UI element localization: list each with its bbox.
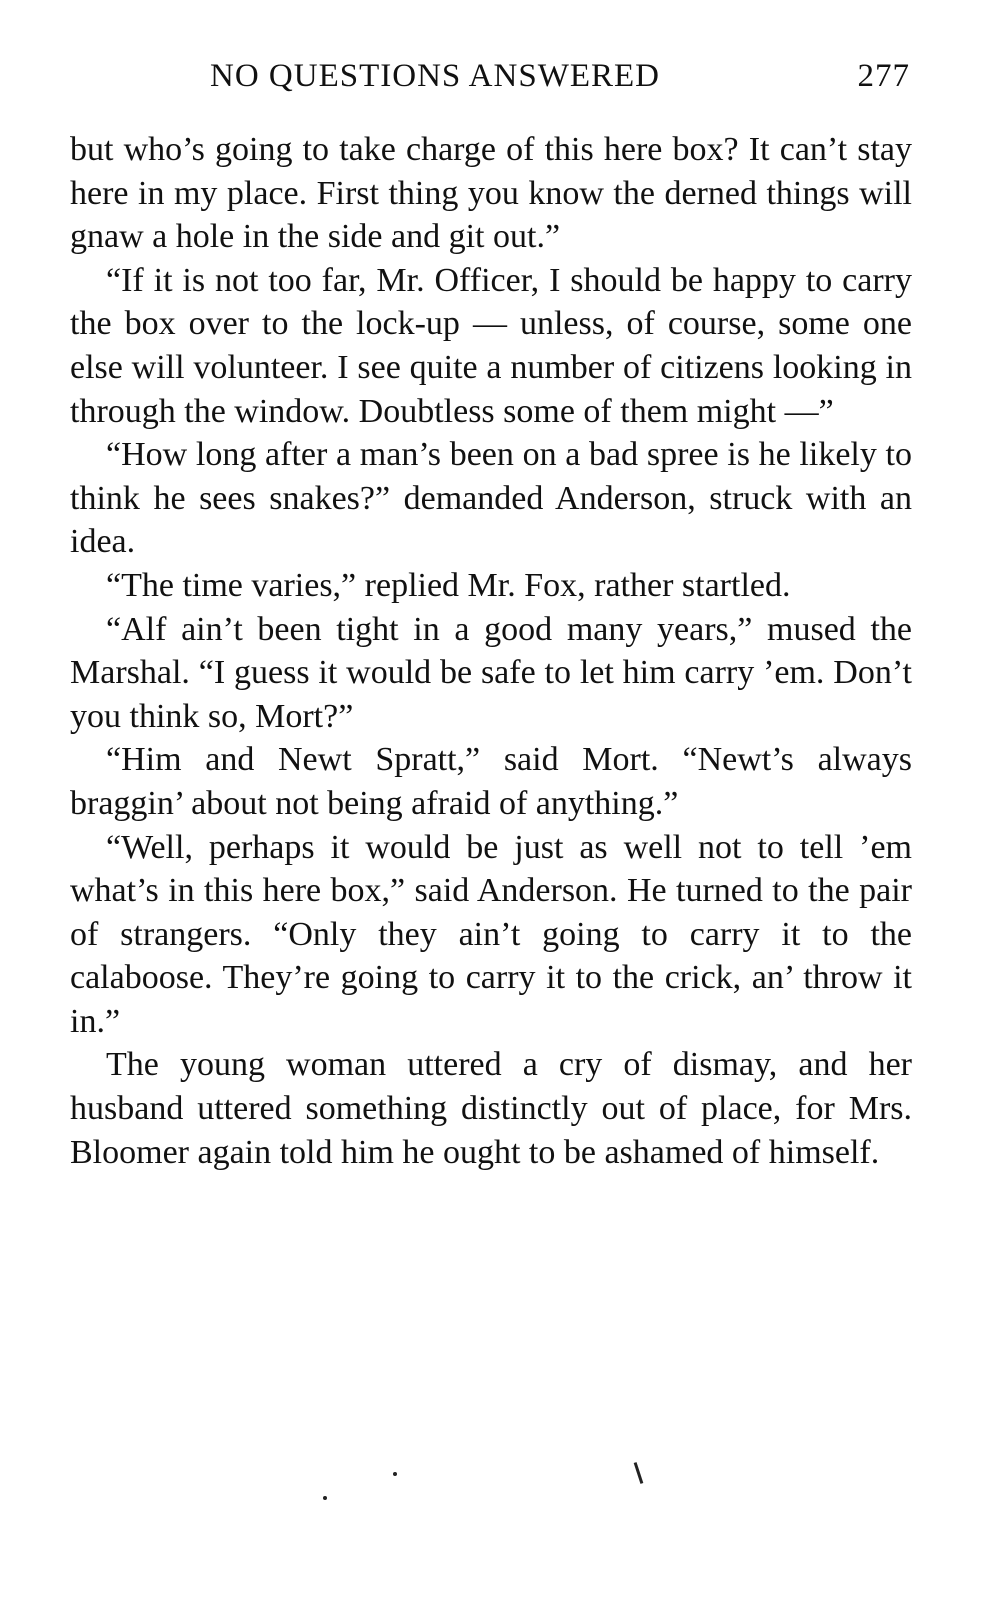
paragraph-1: but who’s going to take charge of this here box? It can’t stay here in my place. First thing you know the derned things will gnaw a hole in the side and git out.” — [70, 131, 912, 256]
running-title: NO QUESTIONS ANSWERED — [210, 58, 660, 94]
body-text — [70, 128, 912, 1174]
paragraph-6: “Him and Newt Spratt,” said Mort. “Newt’s always braggin’ about not being afraid of anything.” — [70, 741, 912, 822]
print-speck — [323, 1496, 327, 1500]
running-head — [70, 58, 910, 102]
paragraph-7: “Well, perhaps it would be just as well not to tell ’em what’s in this here box,” said Anderson. He turned to the pair of strangers. “Only they ain’t going to carry it to the calaboose. They’re going to carry it to the crick, an’ throw it in.” — [70, 828, 912, 1040]
print-mark — [634, 1462, 644, 1484]
paragraph-8: The young woman uttered a cry of dismay, and her husband uttered something distinctly out of place, for Mrs. Bloomer again told him he ought to be ashamed of himself. — [70, 1046, 912, 1171]
page-number: 277 — [857, 58, 910, 94]
paragraph-2: “If it is not too far, Mr. Officer, I should be happy to carry the box over to the lock-up — unless, of course, some one else will volunteer. I see quite a number of citizens looking in through the window. Doubtless some of them might —” — [70, 261, 912, 430]
paragraph-3: “How long after a man’s been on a bad spree is he likely to think he sees snakes?” demanded Anderson, struck with an idea. — [70, 436, 912, 561]
print-speck — [393, 1472, 397, 1476]
paragraph-4: “The time varies,” replied Mr. Fox, rather startled. — [106, 566, 791, 604]
paragraph-5: “Alf ain’t been tight in a good many years,” mused the Marshal. “I guess it would be safe to let him carry ’em. Don’t you think so, Mort?” — [70, 610, 912, 735]
